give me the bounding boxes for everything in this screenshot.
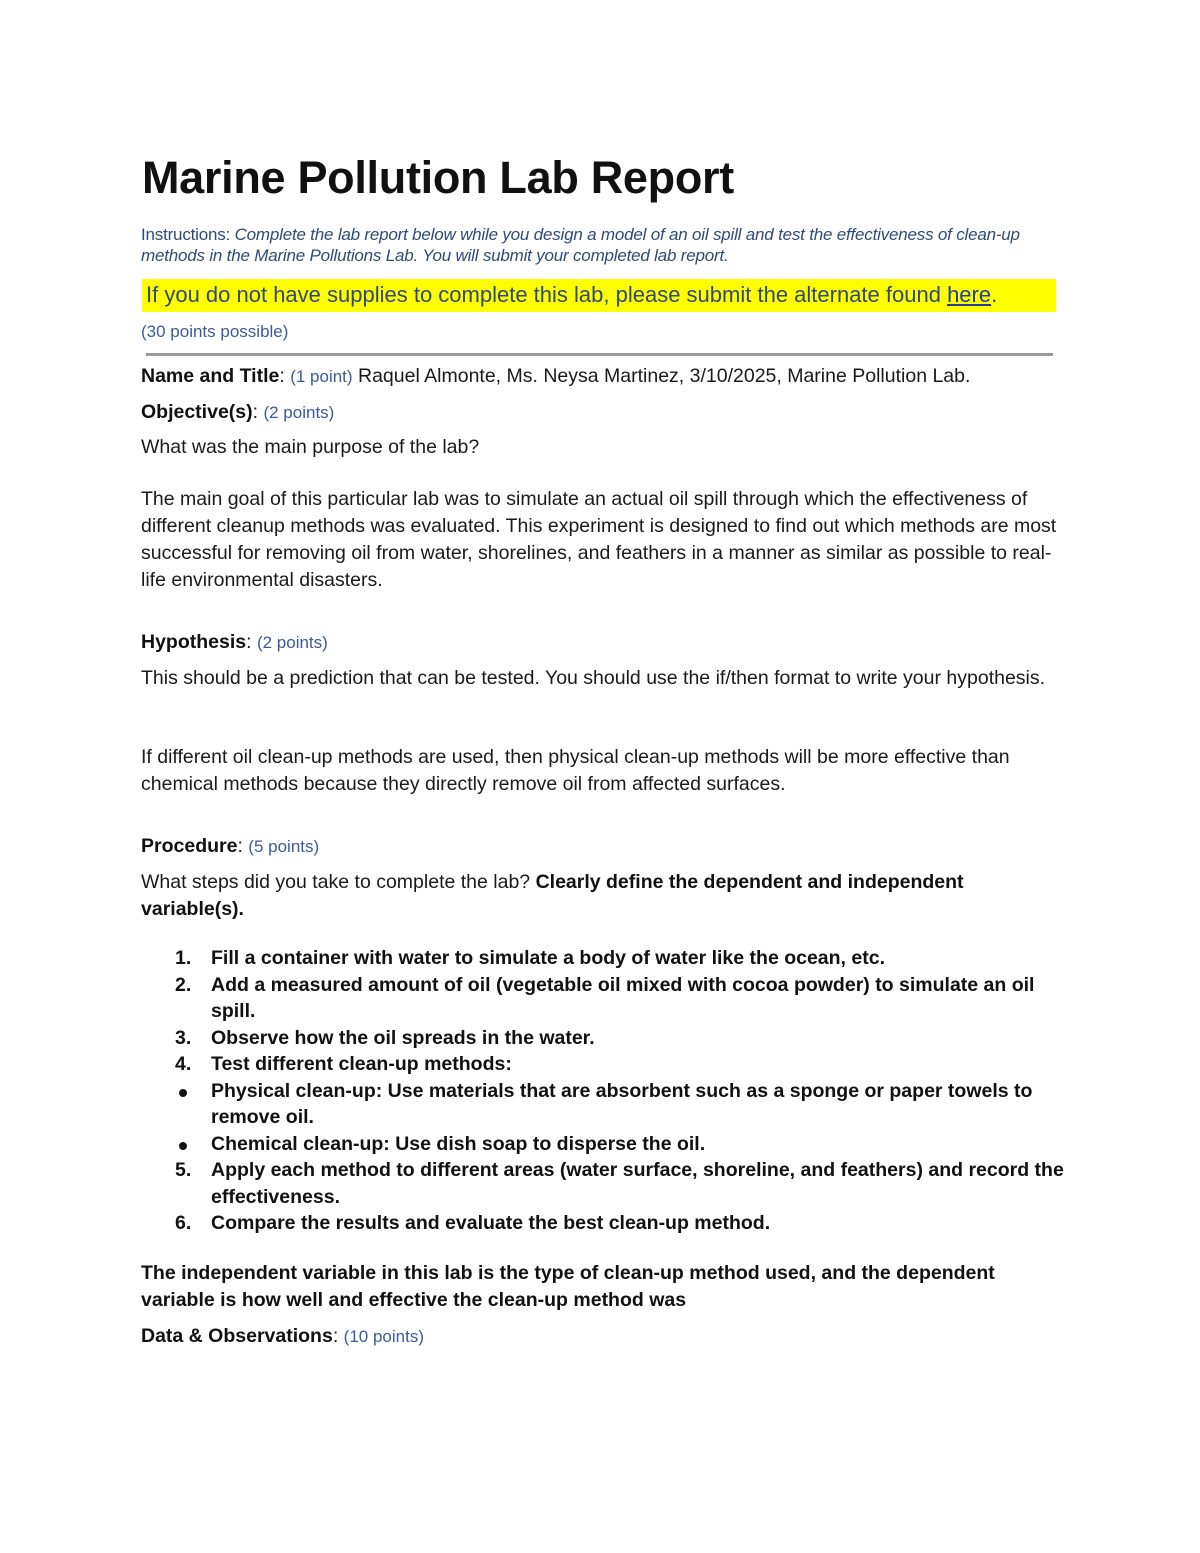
name-title-label: Name and Title	[141, 365, 280, 387]
data-observations-label: Data & Observations	[141, 1325, 333, 1347]
procedure-steps	[141, 945, 1071, 1237]
data-observations-points: (10 points)	[343, 1327, 424, 1346]
list-item	[141, 945, 1071, 972]
alert-punctuation: .	[991, 282, 998, 307]
bullet-icon	[179, 1089, 187, 1097]
horizontal-divider	[146, 353, 1053, 356]
procedure-prompt-text: What steps did you take to complete the lab?	[141, 871, 536, 893]
objective-label: Objective(s)	[141, 401, 253, 423]
step-text: Observe how the oil spreads in the water.	[211, 1026, 595, 1049]
list-item	[141, 1157, 1071, 1210]
points-possible: (30 points possible)	[141, 322, 289, 341]
instructions-label: Instructions:	[141, 225, 235, 244]
step-text: Apply each method to different areas (water surface, shoreline, and feathers) and record the effectiveness.	[211, 1159, 1064, 1208]
hypothesis-answer: If different oil clean-up methods are used, then physical clean-up methods will be more effective than chemical methods because they directly remove oil from affected surfaces.	[141, 746, 1010, 795]
objective-prompt: What was the main purpose of the lab?	[141, 436, 480, 458]
list-item	[141, 1025, 1071, 1052]
list-item	[141, 1131, 1071, 1158]
step-number: 2.	[175, 973, 192, 996]
step-text: Test different clean-up methods:	[211, 1053, 512, 1075]
procedure-label: Procedure	[141, 835, 238, 857]
step-number: 5.	[175, 1159, 192, 1181]
step-text: Fill a container with water to simulate a body of water like the ocean, etc.	[211, 947, 885, 969]
step-text: Physical clean-up: Use materials that are absorbent such as a sponge or paper towels to remove oil.	[211, 1079, 1033, 1128]
data-observations-heading: Data & Observations: (10 points)	[141, 1325, 424, 1347]
procedure-heading: Procedure: (5 points)	[141, 835, 320, 857]
list-item	[141, 1210, 1071, 1237]
step-text: Chemical clean-up: Use dish soap to disperse the oil.	[211, 1132, 706, 1155]
alert-text: If you do not have supplies to complete this lab, please submit the alternate found	[146, 282, 948, 307]
instructions	[141, 224, 1041, 266]
alternate-assignment-banner	[142, 279, 1056, 312]
variables-statement: The independent variable in this lab is the type of clean-up method used, and the dependent variable is how well and effective the clean-up method was	[141, 1262, 995, 1311]
list-item	[141, 1051, 1071, 1078]
list-item	[141, 1078, 1071, 1131]
hypothesis-prompt: This should be a prediction that can be tested. You should use the if/then format to write your hypothesis.	[141, 667, 1046, 689]
hypothesis-heading: Hypothesis: (2 points)	[141, 631, 328, 653]
bullet-icon	[179, 1142, 187, 1150]
step-number: 1.	[175, 947, 192, 969]
step-text: Add a measured amount of oil (vegetable oil mixed with cocoa powder) to simulate an oil spill.	[211, 973, 1035, 1022]
step-number: 3.	[175, 1026, 192, 1049]
instructions-text: Complete the lab report below while you design a model of an oil spill and test the effectiveness of clean-up methods in the Marine Pollutions Lab. You will submit your completed lab report.	[141, 225, 1020, 265]
step-text: Compare the results and evaluate the best clean-up method.	[211, 1212, 771, 1234]
name-title-value: Raquel Almonte, Ms. Neysa Martinez, 3/10/2025, Marine Pollution Lab.	[358, 365, 971, 387]
page-title: Marine Pollution Lab Report	[142, 152, 734, 203]
name-title-section: Name and Title: (1 point) Raquel Almonte, Ms. Neysa Martinez, 3/10/2025, Marine Pollution Lab.	[141, 365, 971, 387]
objective-heading: Objective(s): (2 points)	[141, 401, 335, 423]
alternate-assignment-link[interactable]: here	[947, 282, 992, 307]
step-number: 6.	[175, 1212, 192, 1234]
procedure-points: (5 points)	[248, 837, 320, 856]
list-item	[141, 972, 1071, 1025]
hypothesis-label: Hypothesis	[141, 631, 247, 653]
step-number: 4.	[175, 1053, 192, 1075]
objective-points: (2 points)	[263, 403, 335, 422]
name-title-points: (1 point)	[290, 367, 353, 386]
hypothesis-points: (2 points)	[256, 633, 328, 652]
objective-answer: The main goal of this particular lab was to simulate an actual oil spill through which the effectiveness of different cleanup methods was evaluated. This experiment is designed to find out which methods are most successful for removing oil from water, shorelines, and feathers in a manner as similar as possible to real-life environmental disasters.	[141, 488, 1057, 591]
procedure-prompt-bold: Clearly define the dependent and independent variable(s).	[141, 871, 964, 920]
procedure-prompt	[141, 869, 1061, 923]
